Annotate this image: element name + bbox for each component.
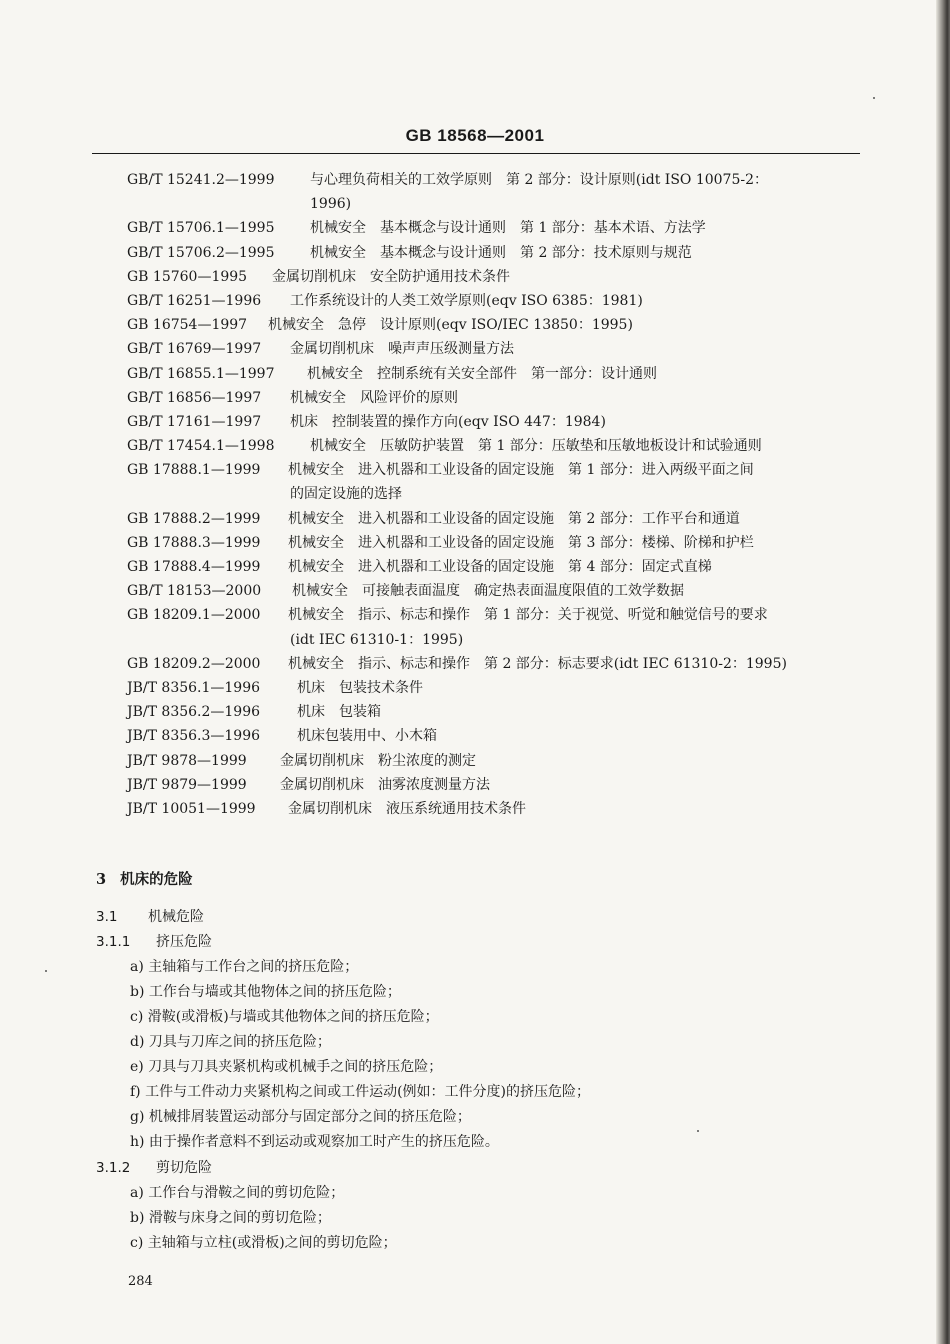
reference-item [0, 797, 950, 821]
page-number: 284 [128, 1274, 153, 1289]
reference-code: JB/T 10051—1999 [127, 800, 256, 817]
reference-title: 机床包装用中、小木箱 [297, 728, 437, 745]
reference-item [0, 241, 950, 265]
reference-item [0, 434, 950, 458]
reference-code: GB/T 16855.1—1997 [127, 365, 275, 382]
standard-header: GB 18568—2001 [405, 126, 545, 145]
reference-code: GB 18209.2—2000 [127, 655, 261, 672]
reference-code: GB/T 15706.2—1995 [127, 244, 275, 261]
reference-continuation: 1996) [310, 196, 352, 213]
reference-item [0, 265, 950, 289]
reference-code: GB 15760—1995 [127, 268, 248, 285]
reference-title: 机械安全 进入机器和工业设备的固定设施 第 3 部分：楼梯、阶梯和护栏 [288, 534, 754, 551]
reference-code: GB/T 15241.2—1999 [127, 172, 275, 188]
reference-item [0, 603, 950, 651]
reference-item [0, 676, 950, 700]
reference-list [0, 168, 950, 821]
subsection-number: 3.1 [96, 909, 118, 925]
reference-item [0, 168, 950, 216]
reference-item [0, 749, 950, 773]
reference-item [0, 700, 950, 724]
reference-item [0, 555, 950, 579]
reference-title: 金属切削机床 噪声声压级测量方法 [290, 341, 514, 358]
list-item: a) 主轴箱与工作台之间的挤压危险； [130, 959, 359, 975]
reference-item [0, 773, 950, 797]
subsection-heading [96, 1157, 212, 1177]
reference-item [0, 579, 950, 603]
reference-code: JB/T 9878—1999 [127, 752, 247, 769]
reference-item [0, 337, 950, 361]
list-item: c) 主轴箱与立柱(或滑板)之间的剪切危险； [130, 1235, 397, 1251]
reference-code: GB/T 17454.1—1998 [127, 438, 275, 455]
reference-title: 与心理负荷相关的工效学原则 第 2 部分：设计原则(idt ISO 10075-2： [310, 172, 769, 188]
reference-code: GB/T 16856—1997 [127, 389, 262, 406]
scan-speck [45, 970, 47, 972]
reference-continuation: (idt IEC 61310-1：1995) [290, 631, 464, 648]
reference-title: 机械安全 基本概念与设计通则 第 1 部分：基本术语、方法学 [310, 220, 706, 237]
reference-code: GB 17888.3—1999 [127, 534, 261, 551]
reference-item [0, 216, 950, 240]
reference-item [0, 458, 950, 506]
reference-item [0, 289, 950, 313]
reference-title: 工作系统设计的人类工效学原则(eqv ISO 6385：1981) [290, 292, 643, 309]
reference-title: 机床 包装技术条件 [297, 679, 423, 696]
list-item: f) 工件与工件动力夹紧机构之间或工件运动(例如：工件分度)的挤压危险； [130, 1084, 591, 1100]
subsection-heading [96, 931, 212, 951]
reference-title: 金属切削机床 粉尘浓度的测定 [280, 752, 476, 769]
reference-code: GB 17888.1—1999 [127, 462, 261, 479]
reference-title: 机械安全 指示、标志和操作 第 2 部分：标志要求(idt IEC 61310-2：1995) [288, 655, 787, 672]
reference-title: 金属切削机床 安全防护通用技术条件 [272, 268, 510, 285]
subsection-number: 3.1.2 [96, 1160, 131, 1176]
reference-title: 机械安全 指示、标志和操作 第 1 部分：关于视觉、听觉和触觉信号的要求 [288, 607, 768, 624]
subsection-title: 挤压危险 [156, 934, 212, 950]
list-item: e) 刀具与刀具夹紧机构或机械手之间的挤压危险； [130, 1059, 443, 1075]
section-heading [96, 868, 193, 889]
list-item: b) 滑鞍与床身之间的剪切危险； [130, 1210, 331, 1226]
list-item: h) 由于操作者意料不到运动或观察加工时产生的挤压危险。 [130, 1134, 499, 1150]
subsection-title: 剪切危险 [156, 1160, 212, 1176]
reference-item [0, 313, 950, 337]
list-item: a) 工作台与滑鞍之间的剪切危险； [130, 1185, 345, 1201]
reference-code: GB 16754—1997 [127, 317, 248, 334]
subsection-heading [96, 906, 204, 926]
reference-code: JB/T 9879—1999 [127, 776, 247, 793]
header-rule [92, 153, 860, 154]
reference-title: 机械安全 进入机器和工业设备的固定设施 第 1 部分：进入两级平面之间 [288, 462, 754, 479]
reference-item [0, 724, 950, 748]
reference-title: 机械安全 进入机器和工业设备的固定设施 第 2 部分：工作平台和通道 [288, 510, 740, 527]
reference-code: JB/T 8356.3—1996 [127, 728, 261, 745]
section-title: 机床的危险 [120, 871, 193, 888]
scan-speck [873, 97, 875, 99]
reference-title: 机械安全 急停 设计原则(eqv ISO/IEC 13850：1995) [268, 317, 633, 334]
reference-title: 机械安全 风险评价的原则 [290, 389, 458, 406]
reference-code: JB/T 8356.2—1996 [127, 704, 261, 721]
reference-title: 机床 控制装置的操作方向(eqv ISO 447：1984) [290, 413, 606, 430]
reference-title: 金属切削机床 油雾浓度测量方法 [280, 776, 490, 793]
reference-code: GB 17888.4—1999 [127, 559, 261, 576]
reference-code: GB/T 15706.1—1995 [127, 220, 275, 237]
subsection-number: 3.1.1 [96, 934, 131, 950]
reference-continuation: 的固定设施的选择 [290, 486, 402, 503]
scan-speck [697, 1130, 699, 1132]
reference-code: GB 17888.2—1999 [127, 510, 261, 527]
reference-title: 机械安全 控制系统有关安全部件 第一部分：设计通则 [307, 365, 657, 382]
reference-item [0, 410, 950, 434]
reference-code: GB/T 18153—2000 [127, 583, 262, 600]
reference-item [0, 531, 950, 555]
list-item: c) 滑鞍(或滑板)与墙或其他物体之间的挤压危险； [130, 1009, 439, 1025]
reference-title: 机床 包装箱 [297, 704, 381, 721]
reference-item [0, 386, 950, 410]
list-item: b) 工作台与墙或其他物体之间的挤压危险； [130, 984, 401, 1000]
list-item: d) 刀具与刀库之间的挤压危险； [130, 1034, 331, 1050]
reference-title: 机械安全 可接触表面温度 确定热表面温度限值的工效学数据 [292, 583, 684, 600]
reference-title: 机械安全 进入机器和工业设备的固定设施 第 4 部分：固定式直梯 [288, 559, 712, 576]
reference-code: JB/T 8356.1—1996 [127, 679, 261, 696]
reference-item [0, 652, 950, 676]
reference-title: 金属切削机床 液压系统通用技术条件 [288, 800, 526, 817]
section-number: 3 [96, 871, 107, 888]
list-item: g) 机械排屑装置运动部分与固定部分之间的挤压危险； [130, 1109, 471, 1125]
subsection-title: 机械危险 [148, 909, 204, 925]
reference-item [0, 362, 950, 386]
reference-code: GB 18209.1—2000 [127, 607, 261, 624]
reference-item [0, 507, 950, 531]
reference-title: 机械安全 压敏防护装置 第 1 部分：压敏垫和压敏地板设计和试验通则 [310, 438, 762, 455]
reference-code: GB/T 17161—1997 [127, 413, 262, 430]
reference-code: GB/T 16251—1996 [127, 292, 262, 309]
reference-code: GB/T 16769—1997 [127, 341, 262, 358]
reference-title: 机械安全 基本概念与设计通则 第 2 部分：技术原则与规范 [310, 244, 692, 261]
